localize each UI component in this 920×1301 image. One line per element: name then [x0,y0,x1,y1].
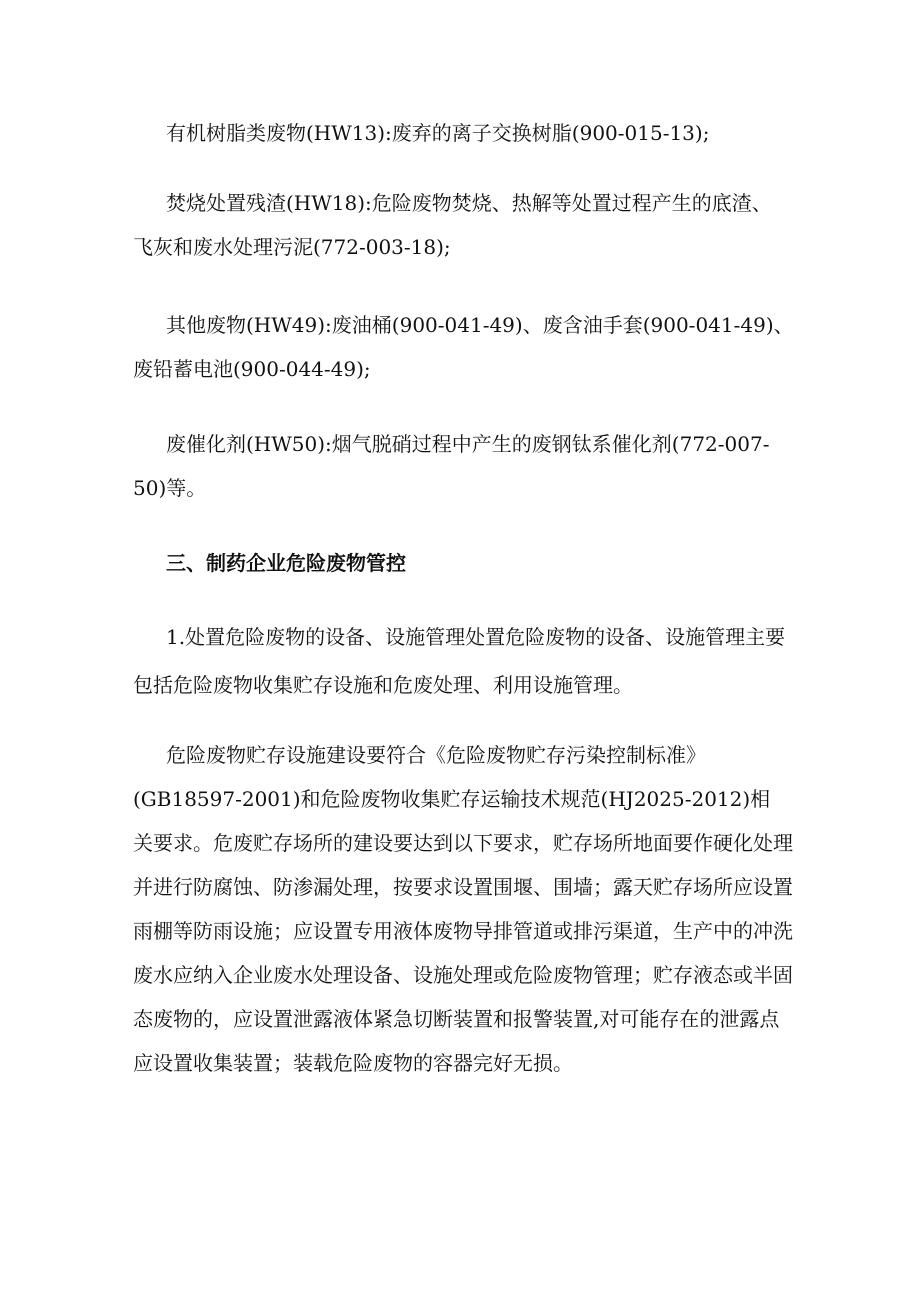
text-line: 应设置收集装置；装载危险废物的容器完好无损。 [133,1051,573,1075]
text-line: 其他废物(HW49):废油桶(900-041-49)、废含油手套(900-041-49)、 [166,313,794,337]
text-line: 雨棚等防雨设施；应设置专用液体废物导排管道或排污渠道，生产中的冲洗 [133,919,793,943]
text-line: 50)等。 [133,476,207,500]
text-line: 包括危险废物收集贮存设施和危废处理、利用设施管理。 [133,673,633,697]
paragraph-storage-requirements [133,735,793,1083]
text-line: 并进行防腐蚀、防渗漏处理，按要求设置围堰、围墙；露天贮存场所应设置 [133,875,793,899]
text-line: 废铅蓄电池(900-044-49); [133,357,371,381]
text-line: 1.处置危险废物的设备、设施管理处置危险废物的设备、设施管理主要 [166,625,786,649]
text-line: 有机树脂类废物(HW13):废弃的离子交换树脂(900-015-13); [166,121,710,145]
text-line: 危险废物贮存设施建设要符合《危险废物贮存污染控制标准》 [166,743,706,767]
text-line: 焚烧处置残渣(HW18):危险废物焚烧、热解等处置过程产生的底渣、 [166,191,772,215]
text-line: 飞灰和废水处理污泥(772-003-18); [133,235,451,259]
text-line: 废催化剂(HW50):烟气脱硝过程中产生的废钢钛系催化剂(772-007- [166,432,770,456]
text-line: 态废物的，应设置泄露液体紧急切断装置和报警装置,对可能存在的泄露点 [133,1007,780,1031]
paragraph-hw49 [133,305,793,389]
paragraph-hw50 [133,424,793,508]
paragraph-hw13 [133,113,793,153]
paragraph-facility-management [133,617,793,705]
section-heading: 三、制药企业危险废物管控 [166,551,406,575]
text-line: (GB18597-2001)和危险废物收集贮存运输技术规范(HJ2025-2012)相 [133,787,771,811]
text-line: 废水应纳入企业废水处理设备、设施处理或危险废物管理；贮存液态或半固 [133,963,793,987]
paragraph-hw18 [133,183,793,267]
text-line: 关要求。危废贮存场所的建设要达到以下要求，贮存场所地面要作硬化处理 [133,831,793,855]
